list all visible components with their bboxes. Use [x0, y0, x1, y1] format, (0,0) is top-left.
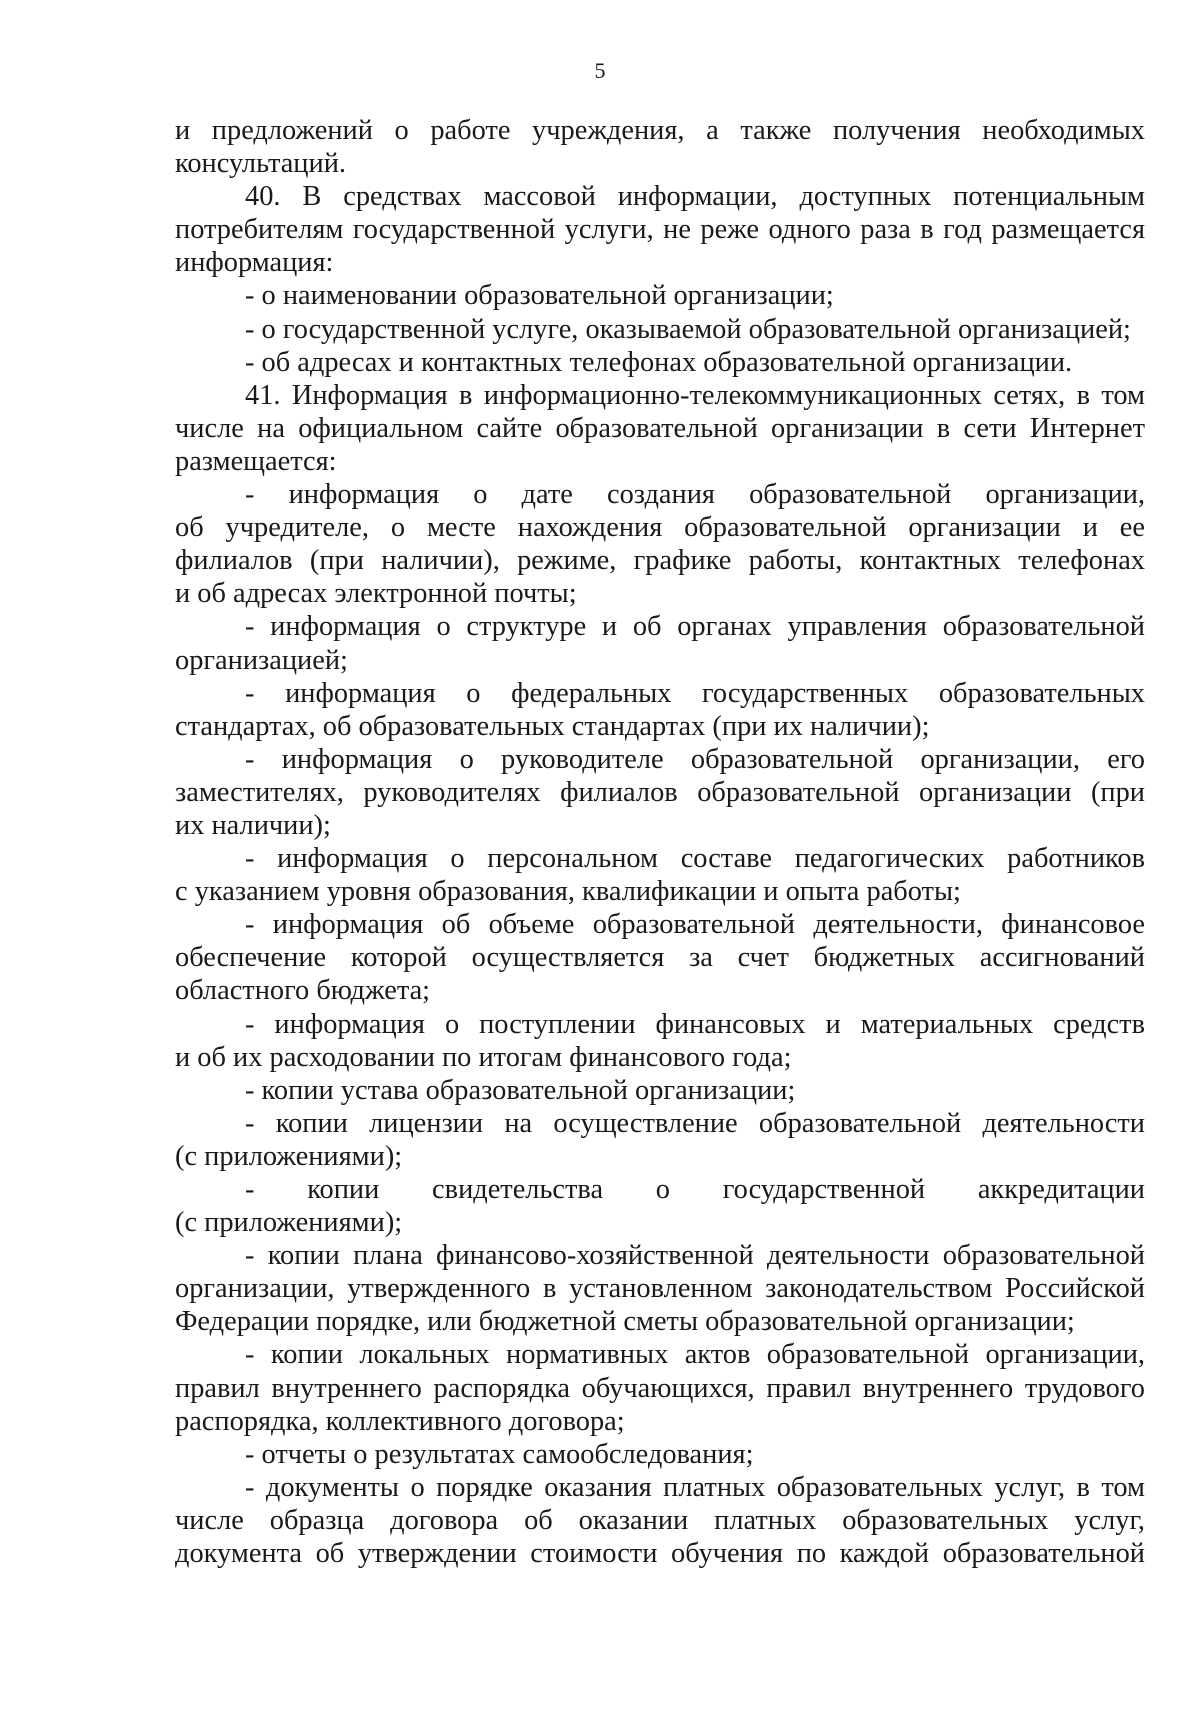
list-item — [175, 1239, 1145, 1338]
page-number: 5 — [594, 58, 606, 83]
text-line: - копии плана финансово-хозяйственной деятельности образовательной — [245, 1240, 1145, 1272]
list-item — [175, 1338, 1145, 1437]
text-line: заместителях, руководителях филиалов образовательной организации (при — [175, 776, 1145, 808]
list-item — [175, 1173, 1145, 1239]
text-line: - информация об объеме образовательной деятельности, финансовое — [245, 909, 1145, 941]
text-line: - копии свидетельства о государственной аккредитации — [245, 1174, 1145, 1205]
text-line: организацией; — [175, 644, 348, 676]
text-line: числе на официальном сайте образовательной организации в сети Интернет — [175, 412, 1145, 444]
text-line: об учредителе, о месте нахождения образовательной организации и ее — [175, 512, 1145, 544]
document-body — [175, 114, 1145, 1570]
text-line: (с приложениями); — [175, 1140, 403, 1172]
list-item — [175, 842, 1145, 908]
text-line: - информация о персональном составе педагогических работников — [245, 843, 1145, 875]
text-line: - информация о поступлении финансовых и материальных средств — [245, 1008, 1145, 1040]
text-line: - копии лицензии на осуществление образовательной деятельности — [245, 1107, 1145, 1139]
text-line: правил внутреннего распорядка обучающихся, правил внутреннего трудового — [175, 1372, 1145, 1404]
paragraph-item-40 — [175, 180, 1145, 279]
paragraph-continuation — [175, 114, 1145, 180]
text-line: областного бюджета; — [175, 975, 431, 1007]
text-line: - информация о структуре и об органах управления образовательной — [245, 611, 1145, 643]
text-line: - документы о порядке оказания платных образовательных услуг, в том — [245, 1471, 1145, 1503]
text-line: обеспечение которой осуществляется за счет бюджетных ассигнований — [175, 942, 1145, 974]
list-item — [175, 1107, 1145, 1173]
text-line: и предложений о работе учреждения, а также получения необходимых — [175, 115, 1145, 146]
text-line: - информация о руководителе образовательной организации, его — [245, 743, 1145, 775]
text-line: консультаций. — [175, 148, 346, 180]
text-line: - информация о федеральных государственных образовательных — [245, 677, 1145, 709]
text-line: потребителям государственной услуги, не реже одного раза в год размещается — [175, 214, 1145, 246]
text-line: и об адресах электронной почты; — [175, 578, 577, 610]
list-item — [175, 1008, 1145, 1074]
list-item: - копии устава образовательной организации; — [245, 1074, 796, 1106]
text-line: 41. Информация в информационно-телекоммуникационных сетях, в том — [245, 379, 1145, 411]
text-line: размещается: — [175, 445, 337, 477]
text-line: информация: — [175, 247, 334, 279]
list-item: - о государственной услуге, оказываемой образовательной организацией; — [245, 313, 1131, 345]
list-item — [175, 743, 1145, 842]
text-line: (с приложениями); — [175, 1207, 403, 1239]
list-item: - отчеты о результатах самообследования; — [245, 1438, 754, 1470]
text-line: и об их расходовании по итогам финансового года; — [175, 1041, 792, 1073]
list-item — [175, 677, 1145, 743]
text-line: с указанием уровня образования, квалификации и опыта работы; — [175, 876, 961, 908]
paragraph-item-41 — [175, 379, 1145, 478]
text-line: стандартах, об образовательных стандартах (при их наличии); — [175, 710, 930, 742]
list-item — [175, 478, 1145, 610]
text-line: Федерации порядке, или бюджетной сметы образовательной организации; — [175, 1306, 1075, 1338]
text-line: филиалов (при наличии), режиме, графике работы, контактных телефонах — [175, 545, 1145, 577]
list-item — [175, 610, 1145, 676]
list-item — [175, 908, 1145, 1007]
text-line: - копии локальных нормативных актов образовательной организации, — [245, 1339, 1145, 1371]
text-line: документа об утверждении стоимости обучения по каждой образовательной — [175, 1538, 1145, 1570]
text-line: 40. В средствах массовой информации, доступных потенциальным — [245, 181, 1145, 213]
text-line: организации, утвержденного в установленном законодательством Российской — [175, 1273, 1145, 1305]
text-line: числе образца договора об оказании платных образовательных услуг, — [175, 1504, 1145, 1536]
list-item: - о наименовании образовательной организации; — [245, 280, 834, 312]
text-line: - информация о дате создания образовательной организации, — [245, 479, 1145, 511]
text-line: распорядка, коллективного договора; — [175, 1405, 625, 1437]
list-item: - об адресах и контактных телефонах образовательной организации. — [245, 346, 1073, 378]
list-item — [175, 1471, 1145, 1570]
text-line: их наличии); — [175, 809, 331, 841]
